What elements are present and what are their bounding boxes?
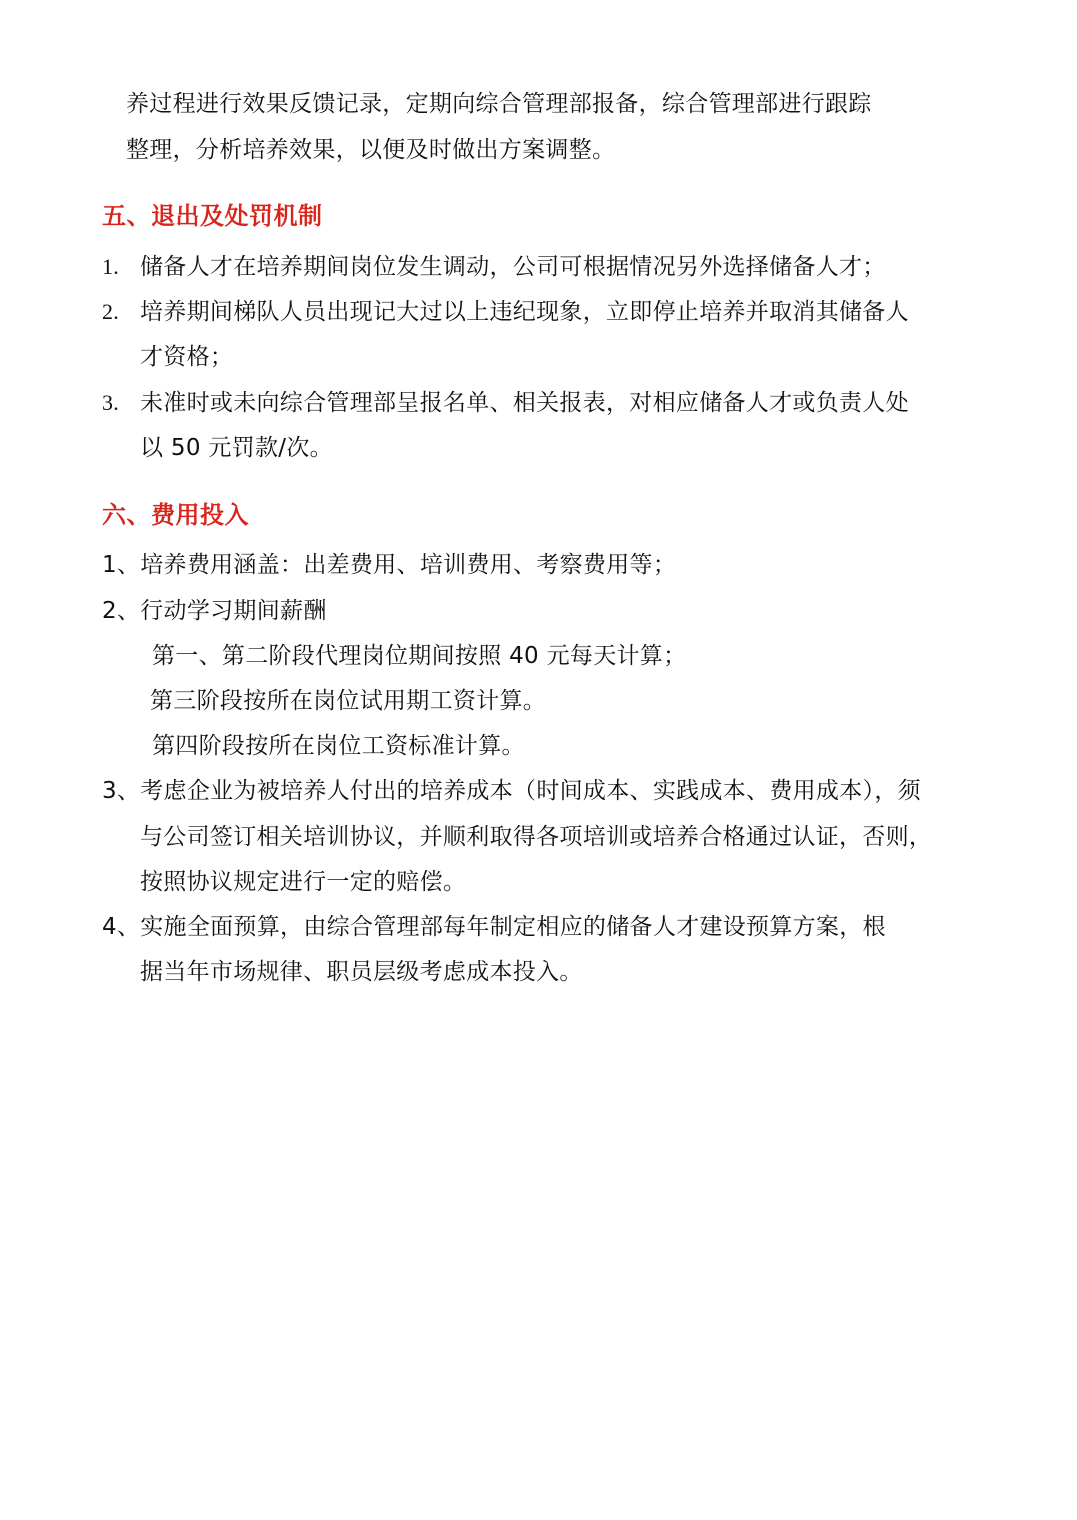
section-5-item-3 [102,388,909,418]
section-6-item-3-line-2: 与公司签订相关培训协议，并顺利取得各项培训或培养合格通过认证，否则， [140,824,933,850]
section-6-item-2-sub-3: 第四阶段按所在岗位工资标准计算。 [152,733,525,759]
item-number: 3. [102,390,120,415]
section-5-item-2 [102,297,909,327]
section-6-item-2: 2、行动学习期间薪酬 [102,598,327,624]
item-number: 1. [102,254,120,279]
section-6-item-1: 1、培养费用涵盖：出差费用、培训费用、考察费用等； [102,552,677,578]
section-6-item-4-line-1: 4、实施全面预算，由综合管理部每年制定相应的储备人才建设预算方案，根 [102,914,886,940]
section-6-heading: 六、费用投入 [102,501,249,529]
section-6-item-4-line-2: 据当年市场规律、职员层级考虑成本投入。 [140,959,583,985]
item-text: 培养期间梯队人员出现记大过以上违纪现象，立即停止培养并取消其储备人 [140,299,909,325]
section-5-item-3-cont: 以 50 元罚款/次。 [140,435,333,461]
section-6-item-3-line-3: 按照协议规定进行一定的赔偿。 [140,869,467,895]
item-number: 2. [102,299,120,324]
section-5-heading: 五、退出及处罚机制 [102,202,323,230]
section-5-item-2-cont: 才资格； [140,344,234,370]
item-text: 未准时或未向综合管理部呈报名单、相关报表，对相应储备人才或负责人处 [140,390,909,416]
intro-line-1: 养过程进行效果反馈记录，定期向综合管理部报备，综合管理部进行跟踪 [126,91,872,117]
section-6-item-2-sub-1: 第一、第二阶段代理岗位期间按照 40 元每天计算； [152,643,687,669]
intro-line-2: 整理，分析培养效果，以便及时做出方案调整。 [126,137,616,163]
section-6-item-3-line-1: 3、考虑企业为被培养人付出的培养成本（时间成本、实践成本、费用成本），须 [102,778,921,804]
section-5-item-1 [102,252,886,282]
section-6-item-2-sub-2: 第三阶段按所在岗位试用期工资计算。 [150,688,547,714]
item-text: 储备人才在培养期间岗位发生调动，公司可根据情况另外选择储备人才； [140,254,886,280]
